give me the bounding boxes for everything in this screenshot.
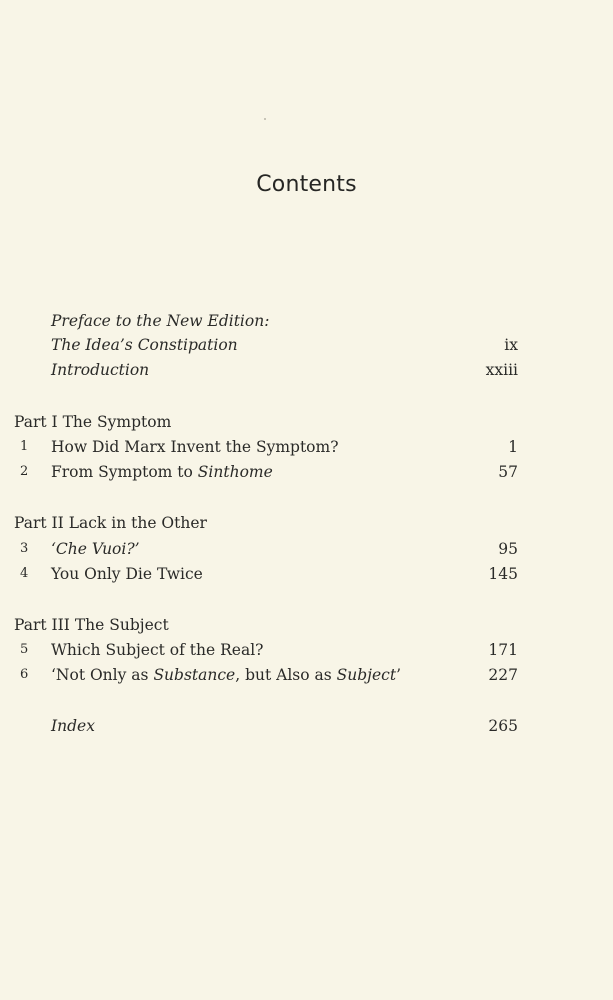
- chapter-number: 1: [20, 439, 29, 454]
- entry-title: [51, 461, 273, 483]
- chapter-number: 3: [20, 541, 29, 556]
- entry-page: 57: [498, 463, 518, 481]
- part-title: Part I The Symptom: [14, 413, 172, 431]
- entry-title: Introduction: [51, 361, 150, 379]
- toc-entry-chapter-5[interactable]: [0, 639, 613, 661]
- entry-title: [51, 664, 401, 686]
- part-heading-3[interactable]: [0, 614, 613, 636]
- toc-entry-introduction[interactable]: [0, 359, 613, 381]
- chapter-number: 5: [20, 642, 29, 657]
- toc-entry-chapter-2[interactable]: [0, 461, 613, 483]
- entry-page: 1: [508, 438, 518, 456]
- entry-title-italic: Sinthome: [197, 463, 273, 481]
- toc-entry-index[interactable]: [0, 715, 613, 737]
- toc-entry-chapter-4[interactable]: [0, 563, 613, 585]
- entry-title-italic: Substance: [153, 666, 236, 684]
- entry-page: ix: [504, 336, 518, 354]
- toc-entry-preface-continued[interactable]: [0, 334, 613, 356]
- entry-title: You Only Die Twice: [51, 565, 203, 583]
- entry-title-part: ‘Not Only as: [51, 666, 154, 684]
- entry-title: ‘Che Vuoi?’: [51, 540, 140, 558]
- entry-page: 265: [488, 717, 518, 735]
- entry-title-part: , but Also as: [235, 666, 337, 684]
- toc-entry-chapter-1[interactable]: [0, 436, 613, 458]
- entry-page: xxiii: [485, 361, 518, 379]
- entry-page: 145: [488, 565, 518, 583]
- chapter-number: 4: [20, 566, 29, 581]
- part-heading-2[interactable]: [0, 512, 613, 534]
- entry-title-part: ’: [396, 666, 401, 684]
- part-title: Part II Lack in the Other: [14, 514, 207, 532]
- part-title: Part III The Subject: [14, 616, 169, 634]
- chapter-number: 2: [20, 464, 29, 479]
- entry-title: Which Subject of the Real?: [51, 641, 264, 659]
- entry-page: 171: [488, 641, 518, 659]
- entry-page: 95: [498, 540, 518, 558]
- entry-title: The Idea’s Constipation: [51, 336, 238, 354]
- entry-title: Preface to the New Edition:: [51, 312, 270, 330]
- part-heading-1[interactable]: [0, 411, 613, 433]
- chapter-number: 6: [20, 667, 29, 682]
- toc-entry-preface[interactable]: [0, 310, 613, 332]
- entry-title: Index: [51, 717, 95, 735]
- entry-page: 227: [488, 666, 518, 684]
- toc-entry-chapter-6[interactable]: [0, 664, 613, 686]
- toc-entry-chapter-3[interactable]: [0, 538, 613, 560]
- entry-title: How Did Marx Invent the Symptom?: [51, 438, 339, 456]
- entry-title-plain: From Symptom to: [51, 463, 198, 481]
- paper-speck: [264, 118, 266, 120]
- page-title: Contents: [256, 172, 357, 197]
- entry-title-italic: Subject: [336, 666, 397, 684]
